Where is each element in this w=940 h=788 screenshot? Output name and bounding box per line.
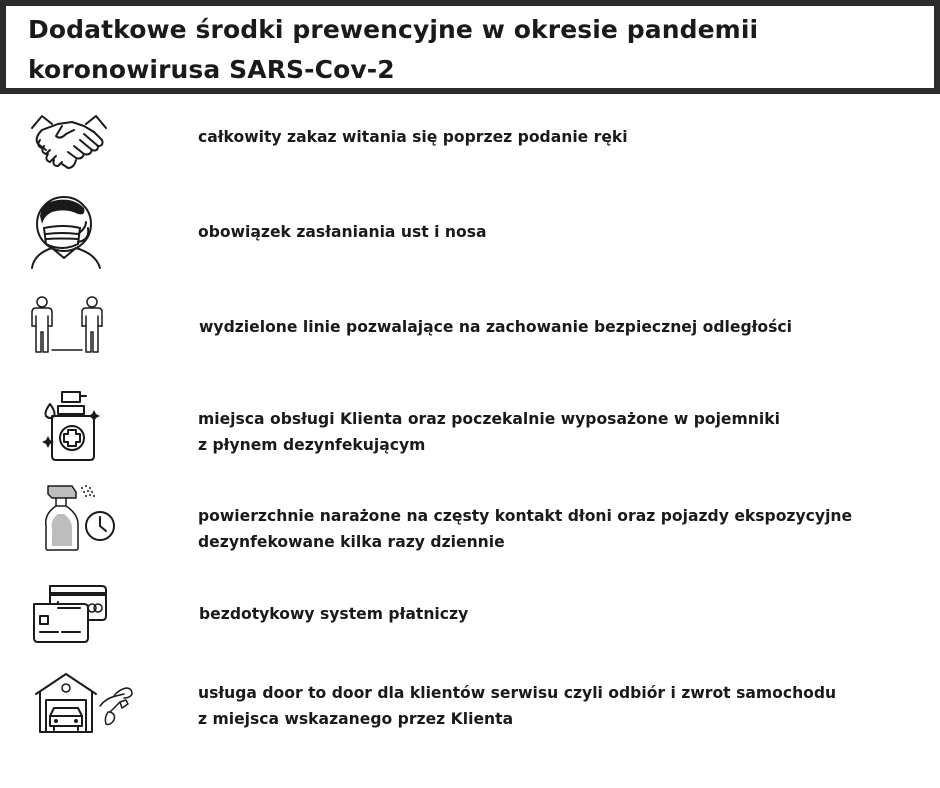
payment-cards-icon bbox=[28, 582, 138, 646]
measure-text-line: z płynem dezynfekującym bbox=[198, 436, 426, 454]
social-distance-icon bbox=[28, 294, 138, 356]
measure-text-line: miejsca obsługi Klienta oraz poczekalnie wyposażone w pojemniki bbox=[198, 410, 780, 428]
measure-text-line: powierzchnie narażone na częsty kontakt dłoni oraz pojazdy ekspozycyjne bbox=[198, 507, 853, 525]
page-header bbox=[0, 0, 940, 94]
spray-clock-icon bbox=[28, 484, 138, 554]
measure-text-line: z miejsca wskazanego przez Klienta bbox=[198, 710, 514, 728]
measure-text-line: całkowity zakaz witania się poprzez podanie ręki bbox=[198, 128, 628, 146]
face-mask-icon bbox=[28, 194, 138, 270]
measure-text-line: usługa door to door dla klientów serwisu czyli odbiór i zwrot samochodu bbox=[198, 684, 837, 702]
page-title-line-2: koronowirusa SARS-Cov-2 bbox=[28, 55, 395, 84]
measure-text-line: dezynfekowane kilka razy dziennie bbox=[198, 533, 505, 551]
measure-text bbox=[198, 503, 918, 555]
handshake-icon bbox=[28, 110, 138, 172]
garage-car-key-icon bbox=[34, 672, 144, 736]
measure-text bbox=[198, 406, 918, 458]
measure-text bbox=[198, 124, 918, 150]
measure-text-line: obowiązek zasłaniania ust i nosa bbox=[198, 223, 487, 241]
page-title bbox=[28, 10, 908, 90]
page-title-line-1: Dodatkowe środki prewencyjne w okresie pandemii bbox=[28, 15, 759, 44]
measure-text-line: bezdotykowy system płatniczy bbox=[199, 605, 469, 623]
measure-text bbox=[198, 219, 918, 245]
measure-text bbox=[199, 601, 919, 627]
sanitizer-bottle-icon bbox=[28, 388, 138, 464]
measure-text bbox=[198, 680, 918, 732]
measure-text bbox=[199, 314, 919, 340]
measure-text-line: wydzielone linie pozwalające na zachowanie bezpiecznej odległości bbox=[199, 318, 792, 336]
